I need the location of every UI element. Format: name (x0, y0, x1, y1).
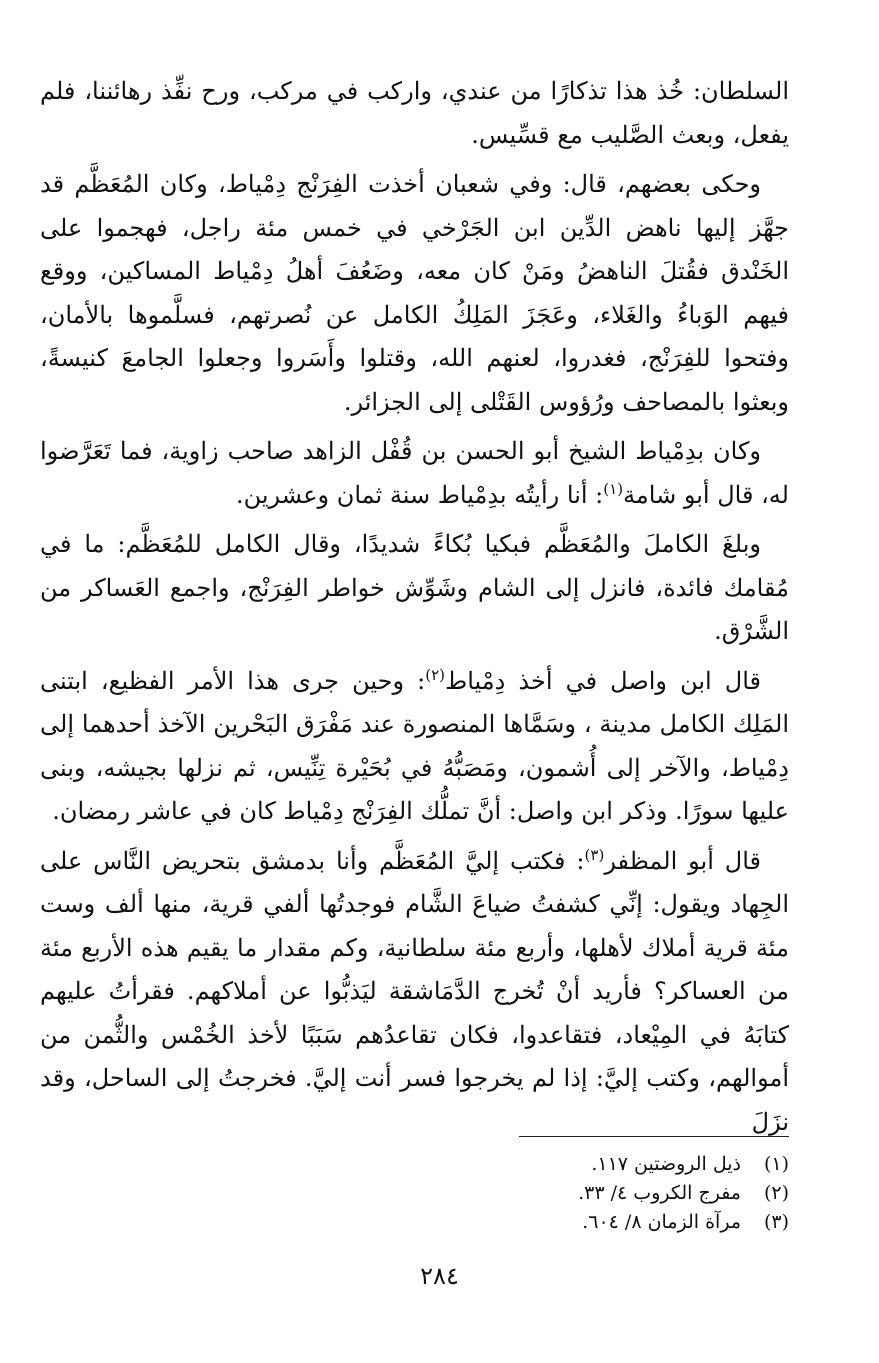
paragraph-text: السلطان: خُذ هذا تذكارًا من عندي، واركب في مركب، ورح نفِّذ رهائننا، فلم يفعل، وبعث الصَّليب مع قسِّيس. (40, 77, 789, 149)
footnote-text: مفرج الكروب ٤/ ٣٣. (578, 1182, 741, 1204)
paragraph-damietta-fall (40, 163, 789, 424)
footnote-ref-1[interactable]: (١) (603, 479, 624, 498)
paragraph-text-after: : فكتب إليَّ المُعَظَّم وأنا بدمشق بتحريض النَّاس على الجِهاد ويقول: إنِّي كشفتُ ضياعَ الشَّام فوجدتُها ألفي قرية، منها ألف وست مئة قرية أملاك لأهلها، وأربع مئة سلطانية، وكم مقدار ما يقيم هذه الأربع مئة من العساكر؟ فأريد أنْ تُخرج الدَّمَاشقة ليَذبُّوا عن أملاكهم. فقرأتُ عليهم كتابَهُ في المِيْعاد، فتقاعدوا، فكان تقاعدُهم سَبَبًا لأخذ الخُمْس والثُّمن من أموالهم، وكتب إليَّ: إذا لم يخرجوا فسر أنت إليَّ. فخرجتُ إلى الساحل، وقد نزَلَ (40, 846, 789, 1136)
paragraph-text-after: : أنا رأيتُه بدِمْياط سنة ثمان وعشرين. (235, 480, 604, 509)
footnote-item (369, 1208, 789, 1237)
footnotes (369, 1150, 789, 1237)
paragraph-text: وكان بدِمْياط الشيخ أبو الحسن بن قُفْل الزاهد صاحب زاوية، فما تَعَرَّضوا له، قال أبو شامة (40, 437, 789, 509)
footnote-number: (٢) (763, 1182, 789, 1204)
paragraph-text: وبلغَ الكاملَ والمُعَظَّم فبكيا بُكاءً شديدًا، وقال الكامل للمُعَظَّم: ما في مُقامك فائدة، فانزل إلى الشام وشَوِّش خواطر الفِرَنْج، واجمع العَساكر من الشَّرْق. (40, 530, 789, 645)
footnote-item (369, 1179, 789, 1208)
page-body (40, 70, 789, 1144)
footnote-ref-2[interactable]: (٢) (425, 665, 446, 684)
paragraph-sultan (40, 70, 789, 157)
paragraph-abu-al-muzaffar (40, 840, 789, 1145)
paragraph-ibn-wasil (40, 660, 789, 834)
paragraph-text: وحكى بعضهم، قال: وفي شعبان أخذت الفِرَنْج دِمْياط، وكان المُعَظَّم قد جهَّز إليها ناهض الدِّين ابن الجَرْخي في خمس مئة راجل، فهجموا على الخَنْدق فقُتلَ الناهضُ ومَنْ كان معه، وضَعُفَ أهلُ دِمْياط المساكين، ووقع فيهم الوَباءُ والغَلاء، وعَجَزَ المَلِكُ الكامل عن نُصرتهم، فسلَّموها بالأمان، وفتحوا للفِرَنْج، فغدروا، لعنهم الله، وقتلوا وأَسَروا وجعلوا الجامعَ كنيسةً، وبعثوا بالمصاحف ورُؤوس القَتْلى إلى الجزائر. (40, 170, 789, 416)
footnote-text: ذيل الروضتين ١١٧. (591, 1153, 741, 1175)
paragraph-text: قال ابن واصل في أخذ دِمْياط (445, 666, 761, 695)
footnote-ref-3[interactable]: (٣) (584, 845, 605, 864)
paragraph-text: قال أبو المظفر (604, 846, 761, 875)
footnote-number: (١) (763, 1153, 789, 1175)
paragraph-abu-al-hasan (40, 430, 789, 517)
footnote-text: مرآة الزمان ٨/ ٦٠٤. (582, 1211, 741, 1233)
paragraph-text-after: : وحين جرى هذا الأمر الفظيع، ابتنى المَلِك الكامل مدينة ، وسَمَّاها المنصورة عند مَفْرَق البَحْرين الآخذ أحدهما إلى دِمْياط، والآخر إلى أُشمون، ومَصَبُّهُ في بُحَيْرة تِنِّيس، ثم نزلها بجيشه، وبنى عليها سورًا. وذكر ابن واصل: أنَّ تملُّك الفِرَنْج دِمْياط كان في عاشر رمضان. (40, 666, 790, 825)
page-number: ٢٨٤ (420, 1262, 459, 1290)
footnote-item (369, 1150, 789, 1179)
footnote-divider (519, 1136, 789, 1137)
paragraph-kamil-muazzam (40, 523, 789, 654)
footnote-number: (٣) (763, 1211, 789, 1233)
